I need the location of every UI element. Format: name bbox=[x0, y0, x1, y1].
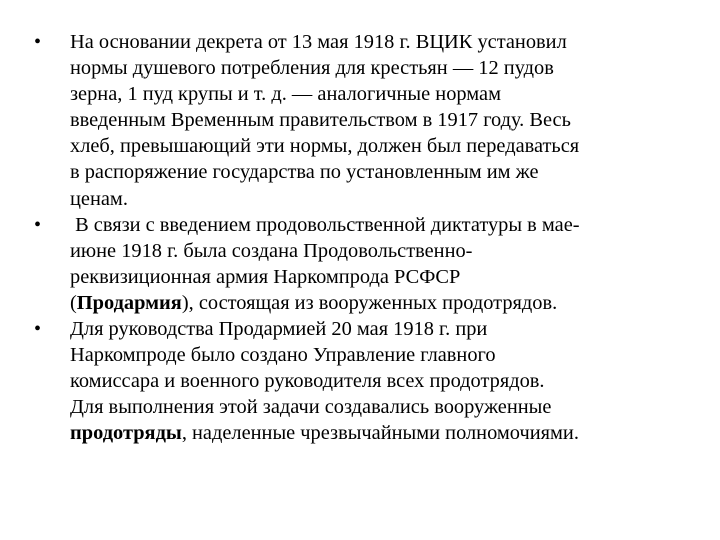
bullet-item-prodotryady bbox=[36, 316, 686, 446]
text-suffix: ), состоящая из вооруженных продотрядов. bbox=[181, 291, 558, 314]
bold-term: Продармия bbox=[76, 291, 182, 314]
text-line bbox=[70, 420, 686, 446]
text-line: Для руководства Продармией 20 мая 1918 г. при bbox=[70, 318, 488, 341]
text-line: зерна, 1 пуд крупы и т. д. — аналогичные нормам bbox=[70, 83, 501, 106]
text-suffix: , наделенные чрезвычайными полномочиями. bbox=[181, 422, 579, 445]
bullet-item-prodarmiya bbox=[36, 212, 686, 316]
text-line: реквизиционная армия Наркомпрода РСФСР bbox=[70, 265, 461, 288]
bullet-item-decree bbox=[36, 29, 686, 212]
text-line: нормы душевого потребления для крестьян — 12 пудов bbox=[70, 57, 554, 80]
text-line: ценам. bbox=[70, 187, 128, 210]
bullet-icon: • bbox=[34, 213, 42, 236]
text-line: введенным Временным правительством в 1917 году. Весь bbox=[70, 109, 571, 132]
bold-term: продотряды bbox=[70, 422, 182, 445]
text-line: Для выполнения этой задачи создавались вооруженные bbox=[70, 396, 552, 419]
text-line: хлеб, превышающий эти нормы, должен был передаваться bbox=[70, 135, 580, 158]
bullet-icon: • bbox=[34, 318, 42, 341]
text-line: в распоряжение государства по установленным им же bbox=[70, 161, 539, 184]
text-line: июне 1918 г. была создана Продовольственно- bbox=[70, 239, 473, 262]
text-line bbox=[70, 290, 686, 316]
bullet-list bbox=[36, 29, 686, 447]
text-line: На основании декрета от 13 мая 1918 г. ВЦИК установил bbox=[70, 31, 567, 53]
text-line: комиссара и военного руководителя всех продотрядов. bbox=[70, 370, 545, 393]
bullet-icon: • bbox=[34, 31, 42, 53]
text-prefix: ( bbox=[70, 291, 77, 314]
text-line: Наркомпроде было создано Управление главного bbox=[70, 344, 496, 367]
text-line: В связи с введением продовольственной диктатуры в мае- bbox=[70, 213, 580, 236]
